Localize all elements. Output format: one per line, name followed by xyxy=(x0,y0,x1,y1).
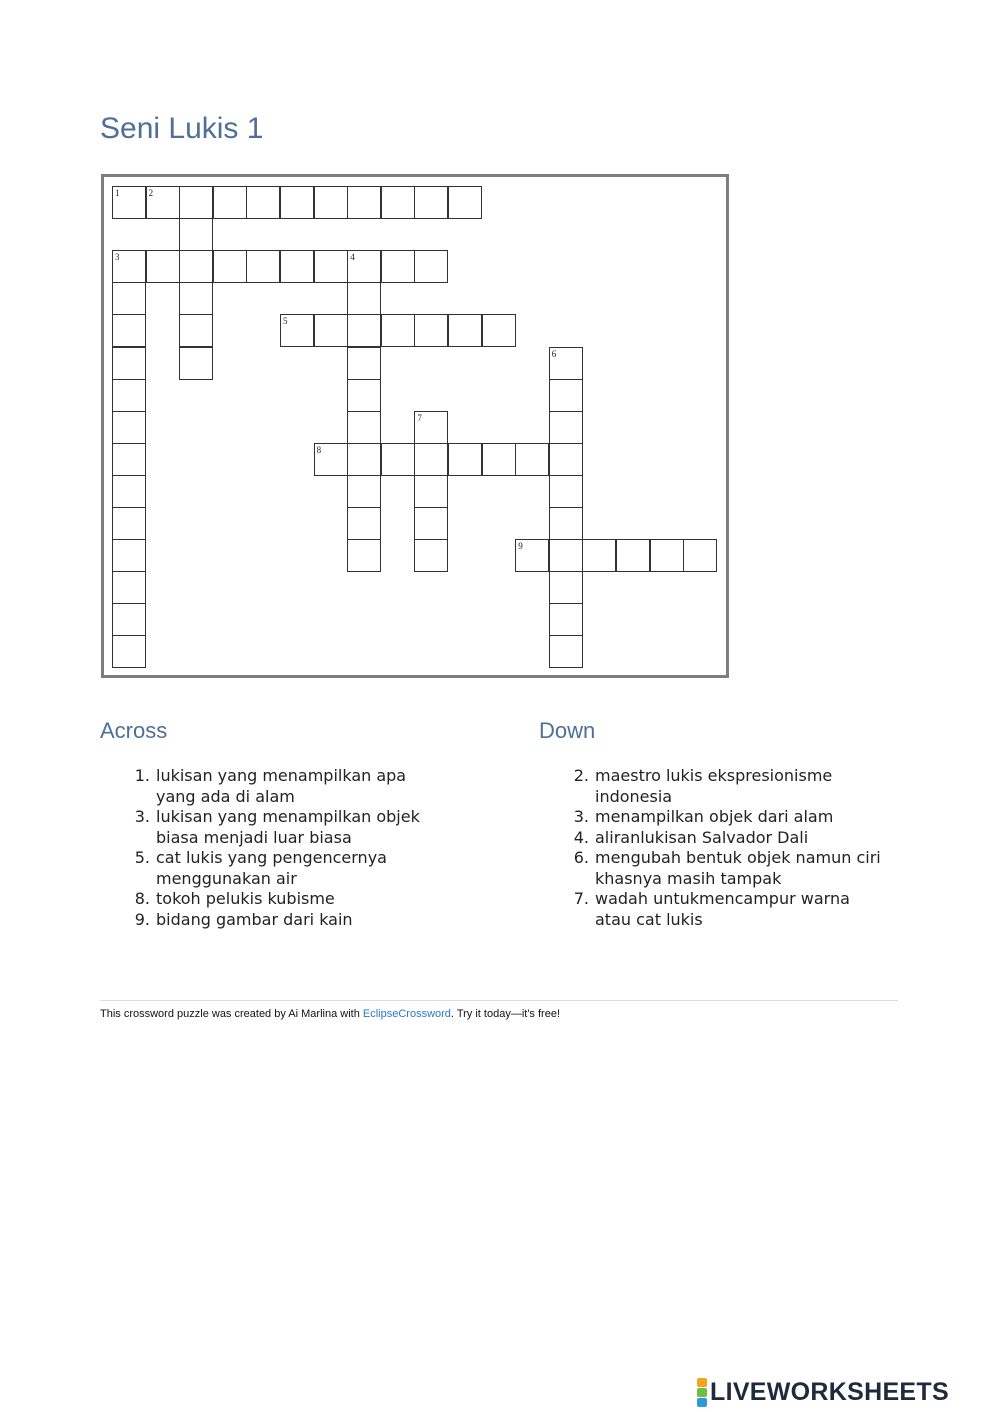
clue-number: 9 xyxy=(518,541,523,552)
grid-cell[interactable] xyxy=(347,379,381,412)
down-clue-list xyxy=(539,766,881,930)
grid-cell[interactable] xyxy=(146,186,180,219)
grid-cell[interactable] xyxy=(246,250,280,283)
grid-cell[interactable] xyxy=(448,186,482,219)
grid-cell[interactable] xyxy=(549,507,583,540)
grid-cell[interactable] xyxy=(414,443,448,476)
grid-cell[interactable] xyxy=(314,250,348,283)
clue-num: 2. xyxy=(573,766,589,785)
clue-text: lukisan yang menampilkan objek xyxy=(156,807,420,826)
grid-cell[interactable] xyxy=(414,250,448,283)
grid-cell[interactable] xyxy=(549,347,583,380)
clue-text: khasnya masih tampak xyxy=(595,868,782,888)
grid-cell[interactable] xyxy=(112,186,146,219)
grid-cell[interactable] xyxy=(112,635,146,668)
grid-cell[interactable] xyxy=(112,314,146,347)
grid-cell[interactable] xyxy=(179,282,213,315)
down-clue xyxy=(539,910,881,931)
clue-text: maestro lukis ekspresionisme xyxy=(595,766,833,785)
grid-cell[interactable] xyxy=(112,539,146,572)
grid-cell[interactable] xyxy=(549,443,583,476)
down-clue xyxy=(539,869,881,890)
grid-cell[interactable] xyxy=(482,443,516,476)
grid-cell[interactable] xyxy=(482,314,516,347)
grid-cell[interactable] xyxy=(347,186,381,219)
across-clue xyxy=(100,848,420,869)
clue-num xyxy=(100,828,156,849)
clue-text: cat lukis yang pengencernya xyxy=(156,848,387,867)
logo-block xyxy=(697,1388,707,1397)
grid-cell[interactable] xyxy=(347,411,381,444)
footer-credit xyxy=(100,1008,560,1020)
grid-cell[interactable] xyxy=(213,186,247,219)
footer-prefix: This crossword puzzle was created by Ai Marlina with xyxy=(100,1008,363,1020)
across-clue xyxy=(100,869,420,890)
grid-cell[interactable] xyxy=(179,314,213,347)
clue-text: tokoh pelukis kubisme xyxy=(156,889,335,908)
across-clue xyxy=(100,828,420,849)
grid-cell[interactable] xyxy=(448,314,482,347)
down-clue xyxy=(539,766,881,787)
clue-text: indonesia xyxy=(595,786,673,806)
down-heading: Down xyxy=(539,718,596,743)
clue-text: biasa menjadi luar biasa xyxy=(156,827,352,847)
grid-cell[interactable] xyxy=(616,539,650,572)
clue-number: 8 xyxy=(316,444,322,455)
grid-cell[interactable] xyxy=(347,475,381,508)
logo-block xyxy=(697,1398,707,1407)
grid-cell[interactable] xyxy=(549,379,583,412)
grid-cell[interactable] xyxy=(515,539,549,572)
grid-cell[interactable] xyxy=(582,539,616,572)
clue-number: 6 xyxy=(551,348,557,359)
clue-text: wadah untukmencampur warna xyxy=(595,889,850,908)
clue-number: 3 xyxy=(115,252,120,263)
across-clue-list xyxy=(100,766,420,930)
clue-num: 8. xyxy=(134,889,150,908)
clue-num: 7. xyxy=(573,889,589,908)
clue-number: 7 xyxy=(417,412,422,423)
clue-num: 9. xyxy=(134,909,150,929)
grid-cell[interactable] xyxy=(414,314,448,347)
grid-cell[interactable] xyxy=(347,314,381,347)
grid-cell[interactable] xyxy=(683,539,717,572)
grid-cell[interactable] xyxy=(112,507,146,540)
grid-cell[interactable] xyxy=(549,539,583,572)
clue-number: 5 xyxy=(283,316,288,327)
grid-cell[interactable] xyxy=(179,250,213,283)
grid-cell[interactable] xyxy=(112,411,146,444)
clue-num xyxy=(100,787,156,808)
grid-cell[interactable] xyxy=(515,443,549,476)
eclipsecrossword-link[interactable]: EclipseCrossword xyxy=(362,1008,451,1020)
grid-cell[interactable] xyxy=(549,571,583,604)
grid-cell[interactable] xyxy=(112,571,146,604)
down-clue xyxy=(539,828,881,849)
down-clue xyxy=(539,807,881,828)
grid-cell[interactable] xyxy=(414,411,448,444)
grid-cell[interactable] xyxy=(112,379,146,412)
clue-text: atau cat lukis xyxy=(595,909,703,929)
clue-text: lukisan yang menampilkan apa xyxy=(156,766,407,785)
grid-cell[interactable] xyxy=(414,539,448,572)
liveworksheets-logo xyxy=(697,1378,949,1407)
clue-num: 3. xyxy=(573,807,589,826)
grid-cell[interactable] xyxy=(112,603,146,636)
grid-cell[interactable] xyxy=(280,250,314,283)
grid-cell[interactable] xyxy=(381,443,415,476)
grid-cell[interactable] xyxy=(549,635,583,668)
grid-cell[interactable] xyxy=(549,603,583,636)
clue-number: 2 xyxy=(148,188,154,198)
grid-cell[interactable] xyxy=(179,347,213,380)
footer-suffix: . Try it today—it's free! xyxy=(450,1008,560,1020)
down-clue xyxy=(539,889,881,910)
page-title: Seni Lukis 1 xyxy=(100,112,264,145)
grid-cell[interactable] xyxy=(549,475,583,508)
grid-cell[interactable] xyxy=(112,475,146,508)
grid-cell[interactable] xyxy=(246,186,280,219)
grid-cell[interactable] xyxy=(112,443,146,476)
grid-cell[interactable] xyxy=(179,186,213,219)
brand-text: LIVEWORKSHEETS xyxy=(710,1378,949,1406)
grid-cell[interactable] xyxy=(112,250,146,283)
grid-cell[interactable] xyxy=(414,186,448,219)
across-clue xyxy=(100,766,420,787)
down-clue xyxy=(539,848,881,869)
grid-cell[interactable] xyxy=(112,282,146,315)
clue-num: 1. xyxy=(134,766,150,785)
grid-cell[interactable] xyxy=(179,218,213,251)
clue-num xyxy=(539,910,595,931)
grid-cell[interactable] xyxy=(146,250,180,283)
liveworksheets-icon xyxy=(697,1378,707,1407)
clue-text: bidang gambar dari kain xyxy=(156,909,353,929)
grid-cell[interactable] xyxy=(112,347,146,380)
crossword-grid xyxy=(101,174,729,678)
down-clue xyxy=(539,787,881,808)
logo-block xyxy=(697,1378,707,1387)
grid-cell[interactable] xyxy=(448,443,482,476)
clue-text: menampilkan objek dari alam xyxy=(595,807,834,826)
across-clue xyxy=(100,889,420,910)
clue-num: 6. xyxy=(573,848,589,867)
clue-text: aliranlukisan Salvador Dali xyxy=(595,827,809,847)
clue-num xyxy=(100,869,156,890)
across-clue xyxy=(100,910,420,931)
grid-cell[interactable] xyxy=(213,250,247,283)
grid-cell[interactable] xyxy=(347,347,381,380)
grid-cell[interactable] xyxy=(381,186,415,219)
grid-cell[interactable] xyxy=(381,314,415,347)
grid-cell[interactable] xyxy=(381,250,415,283)
grid-cell[interactable] xyxy=(314,314,348,347)
across-clue xyxy=(100,787,420,808)
across-heading: Across xyxy=(100,718,168,743)
clue-num: 5. xyxy=(134,848,150,867)
grid-cell[interactable] xyxy=(280,314,314,347)
grid-cell[interactable] xyxy=(414,475,448,508)
clue-num: 3. xyxy=(134,807,150,826)
grid-cell[interactable] xyxy=(314,186,348,219)
footer-divider xyxy=(100,1000,898,1001)
clue-text: menggunakan air xyxy=(156,868,297,888)
clue-number: 1 xyxy=(115,188,120,198)
grid-cell[interactable] xyxy=(347,443,381,476)
clue-text: mengubah bentuk objek namun ciri xyxy=(595,848,881,867)
grid-cell[interactable] xyxy=(347,250,381,283)
grid-cell[interactable] xyxy=(314,443,348,476)
across-clue xyxy=(100,807,420,828)
grid-cell[interactable] xyxy=(347,282,381,315)
grid-cell[interactable] xyxy=(280,186,314,219)
grid-cell[interactable] xyxy=(414,507,448,540)
clue-num xyxy=(539,869,595,890)
clue-text: yang ada di alam xyxy=(156,786,295,806)
clue-num: 4. xyxy=(573,827,589,847)
clue-number: 4 xyxy=(350,252,355,263)
grid-cell[interactable] xyxy=(347,539,381,572)
grid-cell[interactable] xyxy=(347,507,381,540)
clue-num xyxy=(539,787,595,808)
grid-cell[interactable] xyxy=(549,411,583,444)
grid-cell[interactable] xyxy=(650,539,684,572)
